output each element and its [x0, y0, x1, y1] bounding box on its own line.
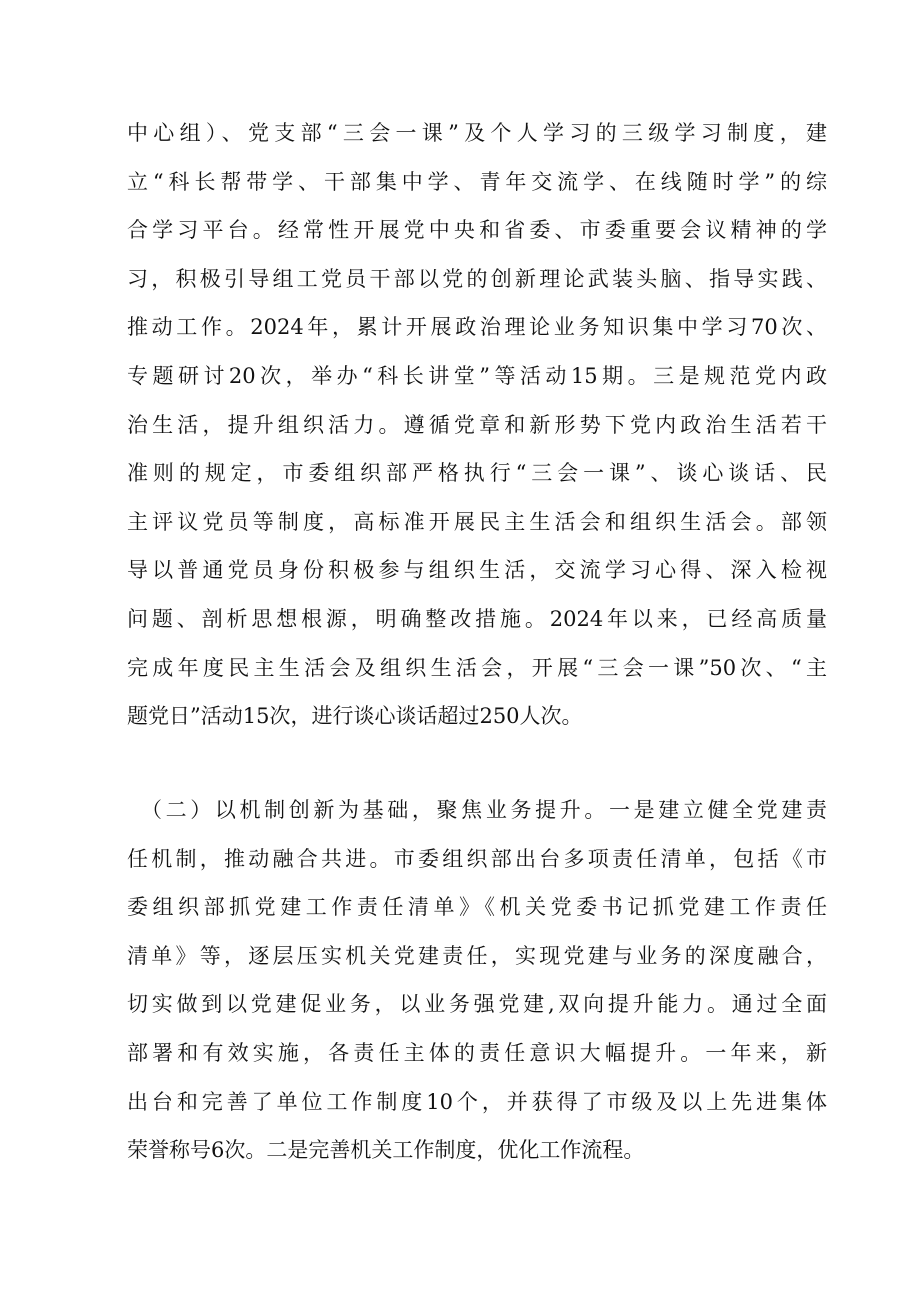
- text-line: 委组织部抓党建工作责任清单》《机关党委书记抓党建工作责任: [127, 895, 827, 920]
- text-line: 清单》等，逐层压实机关党建责任，实现党建与业务的深度融合，: [127, 943, 827, 968]
- text-line: 推动工作。2024年，累计开展政治理论业务知识集中学习70次、: [127, 315, 827, 340]
- text-line: 中心组）、党支部“三会一课”及个人学习的三级学习制度，建: [127, 121, 827, 145]
- text-line: 合学习平台。经常性开展党中央和省委、市委重要会议精神的学: [127, 218, 827, 243]
- text-line: 准则的规定，市委组织部严格执行“三会一课”、谈心谈话、民: [127, 461, 827, 486]
- text-line: 立“科长帮带学、干部集中学、青年交流学、在线随时学”的综: [127, 169, 827, 194]
- text-line: 专题研讨20次，举办“科长讲堂”等活动15期。三是规范党内政: [127, 363, 827, 388]
- text-line: 完成年度民主生活会及组织生活会，开展“三会一课”50次、“主: [127, 655, 827, 680]
- text-line: 导以普通党员身份积极参与组织生活，交流学习心得、深入检视: [127, 558, 827, 583]
- text-line: 问题、剖析思想根源，明确整改措施。2024年以来，已经高质量: [127, 606, 827, 631]
- text-line: （二）以机制创新为基础，聚焦业务提升。一是建立健全党建责: [141, 798, 827, 822]
- paragraph-party-life: [127, 109, 827, 741]
- text-line: 任机制，推动融合共进。市委组织部出台多项责任清单，包括《市: [127, 846, 827, 871]
- text-line: 治生活，提升组织活力。遵循党章和新形势下党内政治生活若干: [127, 412, 827, 437]
- text-line: 主评议党员等制度，高标准开展民主生活会和组织生活会。部领: [127, 509, 827, 534]
- text-line: 切实做到以党建促业务，以业务强党建,双向提升能力。通过全面: [127, 992, 827, 1017]
- text-line: 习，积极引导组工党员干部以党的创新理论武装头脑、指导实践、: [127, 266, 827, 291]
- paragraph-mechanism-innovation: [127, 786, 827, 1175]
- text-line: 部署和有效实施，各责任主体的责任意识大幅提升。一年来，新: [127, 1040, 827, 1065]
- text-line: 荣誉称号6次。二是完善机关工作制度，优化工作流程。: [127, 1138, 645, 1163]
- text-line: 题党日”活动15次，进行谈心谈话超过250人次。: [127, 704, 583, 729]
- text-line: 出台和完善了单位工作制度10个，并获得了市级及以上先进集体: [127, 1089, 827, 1114]
